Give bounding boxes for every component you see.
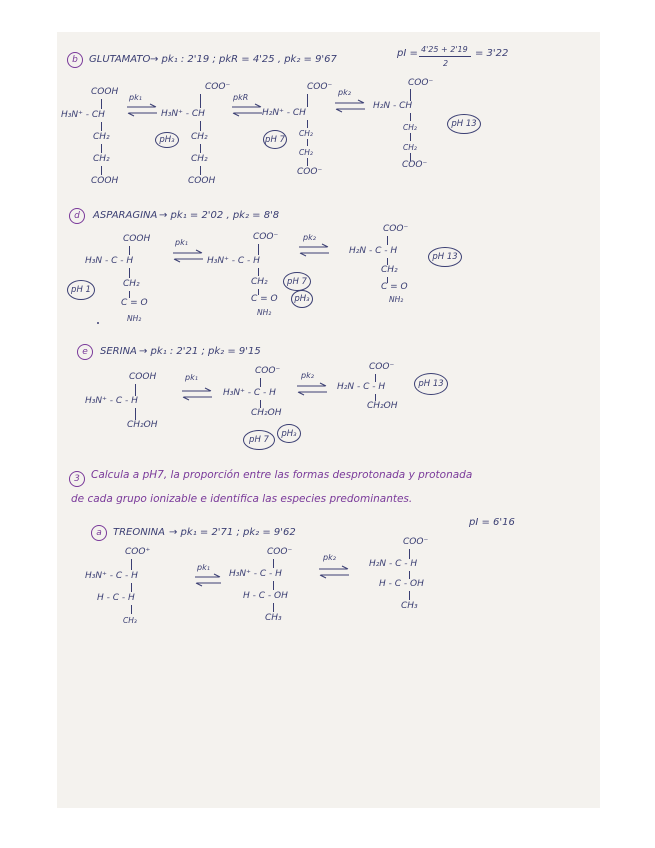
equilibrium-arrow-icon [295,383,329,395]
asn-s3-ch2: CH₂ [381,265,398,275]
bond [131,605,132,614]
equilibrium-arrow-icon [171,250,205,262]
question-number-3 [69,471,85,487]
glu-s3-ch2-b: CH₂ [299,148,313,157]
equilibrium-arrow-icon [230,104,264,116]
bond [307,120,308,128]
thr-s3-top: COO⁻ [403,537,429,547]
bond [273,581,274,590]
bond [258,244,259,255]
ph-label: pH₃ [281,428,297,439]
bond [200,121,201,131]
asn-s3-co: C = O [381,282,408,292]
glu-s4-ch2-b: CH₂ [403,143,417,152]
glu-s2-bottom: COOH [188,176,216,186]
thr-s2-bottom: CH₃ [265,613,282,623]
glu-s4-top: COO⁻ [408,78,434,88]
ph-circle [155,132,179,148]
section-letter-d [69,208,85,224]
ph-label: pH 7 [265,134,285,145]
glutamato-pi-result: = 3'22 [475,48,509,59]
glu-arrow1-label: pk₁ [129,93,142,102]
section-letter-b [67,52,83,68]
bond [135,384,136,396]
bond [307,139,308,146]
thr-s2-top: COO⁻ [267,547,293,557]
bond [129,291,130,298]
letter-text: e [82,347,88,357]
bond [387,236,388,245]
glu-s2-ch2-a: CH₂ [191,132,208,142]
asn-s1-top: COOH [123,234,151,244]
glu-s2-alpha: H₃N⁺ - CH [161,109,205,119]
serina-pk-line: → pk₁ : 2'21 ; pk₂ = 9'15 [139,346,261,357]
glu-s3-ch2-a: CH₂ [299,129,313,138]
thr-s2-alpha: H₃N⁺ - C - H [229,569,282,579]
asparagina-pk-line: → pk₁ = 2'02 , pk₂ = 8'8 [159,210,280,221]
equilibrium-arrow-icon [193,574,223,586]
ser-s3-bottom: CH₂OH [367,401,398,411]
letter-text: b [72,55,78,65]
asn-s3-nh2: NH₂ [389,295,404,304]
bond [410,113,411,121]
glu-s4-ch2-a: CH₂ [403,123,417,132]
ph-label: pH 13 [418,379,444,389]
ser-s1-top: COOH [129,372,157,382]
bond [410,89,411,101]
glu-s4-alpha: H₂N - CH [373,101,413,111]
bond [129,268,130,278]
thr-s1-top: COO⁺ [125,547,151,557]
letter-text: d [74,211,80,221]
thr-s1-alpha: H₃N⁺ - C - H [85,571,138,581]
bond [258,268,259,276]
bond [131,583,132,592]
ph-label: pH 7 [287,276,307,287]
stray-dot [97,322,99,324]
bond [200,94,201,108]
bond [135,408,136,420]
bond [101,144,102,153]
bond [409,571,410,579]
asn-arrow1-label: pk₁ [175,238,188,247]
glutamato-pi-label: pI = [397,48,418,59]
thr-s1-bottom: CH₃ [123,616,137,625]
asn-s3-alpha: H₂N - C - H [349,246,398,256]
letter-text: a [96,528,102,538]
ser-arrow1-label: pk₁ [185,373,198,382]
notebook-page [57,32,600,808]
asn-s2-alpha: H₃N⁺ - C - H [207,256,260,266]
asn-s2-ch2: CH₂ [251,277,268,287]
glu-s3-alpha: H₂N⁺ - CH [262,108,306,118]
bond [101,122,102,131]
fraction-bar [419,56,471,57]
asn-s1-alpha: H₃N - C - H [85,256,134,266]
equilibrium-arrow-icon [333,100,367,112]
bond [101,166,102,175]
ph-label: pH 1 [71,285,91,295]
glutamato-pi-numerator: 4'25 + 2'19 [421,45,468,54]
glu-s4-bottom: COO⁻ [402,160,428,170]
ph-circle [414,373,448,395]
equilibrium-arrow-icon [125,104,159,116]
thr-s3-bottom: CH₃ [401,601,418,611]
glu-s2-top: COO⁻ [205,82,231,92]
bond [260,378,261,387]
glu-s1-bottom: COOH [91,176,119,186]
glu-s1-ch2-a: CH₂ [93,132,110,142]
serina-title: SERINA [100,346,137,357]
asn-s2-nh2: NH₂ [257,308,272,317]
question-line-1: Calcula a pH7, la proporción entre las formas desprotonada y protonada [91,469,473,481]
glu-arrow2-label: pkR [233,93,249,102]
ph-circle [243,430,275,450]
equilibrium-arrow-icon [180,388,214,400]
glu-arrow3-label: pk₂ [338,88,351,97]
glu-s2-ch2-b: CH₂ [191,154,208,164]
glutamato-pk-line: → pk₁ : 2'19 ; pkR = 4'25 , pk₂ = 9'67 [150,54,337,65]
equilibrium-arrow-icon [317,566,351,578]
bond [409,549,410,559]
bond [375,394,376,401]
glu-s1-ch2-b: CH₂ [93,154,110,164]
bond [307,158,308,166]
bond [375,374,376,382]
treonina-pk-line: → pk₁ = 2'71 ; pk₂ = 9'62 [169,527,296,538]
treonina-title: TREONINA [113,527,165,538]
bond [273,559,274,568]
ph-circle [283,272,311,291]
ph-circle [447,114,481,134]
question-line-2: de cada grupo ionizable e identifica las especies predominantes. [71,493,413,505]
ph-circle [428,247,462,267]
bond [307,94,308,107]
treonina-pi: pI = 6'16 [469,517,515,528]
bond [387,258,388,265]
number-text: 3 [74,474,80,484]
thr-arrow2-label: pk₂ [323,553,336,562]
asn-s3-top: COO⁻ [383,224,409,234]
equilibrium-arrow-icon [297,244,331,256]
section-letter-a [91,525,107,541]
glutamato-pi-denominator: 2 [443,59,449,68]
ser-s1-bottom: CH₂OH [127,420,158,430]
bond [101,99,102,109]
asn-s1-nh2: NH₂ [127,314,142,323]
bond [129,246,130,255]
bond [410,133,411,141]
thr-s2-beta: H - C - OH [243,591,288,601]
ph-circle [291,290,313,308]
section-letter-e [77,344,93,360]
glutamato-title: GLUTAMATO [89,54,151,65]
asn-s1-ch2: CH₂ [123,279,140,289]
asparagina-title: ASPARAGINA [93,210,158,221]
bond [409,591,410,600]
asn-s2-co: C = O [251,294,278,304]
ser-s2-alpha: H₃N⁺ - C - H [223,388,276,398]
glu-s1-alpha: H₃N⁺ - CH [61,110,105,120]
bond [260,400,261,408]
bond [273,603,274,612]
ser-s3-alpha: H₂N - C - H [337,382,386,392]
thr-arrow1-label: pk₁ [197,563,210,572]
asn-s1-co: C = O [121,298,148,308]
ph-label: pH 13 [451,119,477,129]
ph-label: pH₃ [294,294,310,304]
bond [200,144,201,153]
glu-s3-top: COO⁻ [307,82,333,92]
glu-s3-bottom: COO⁻ [297,167,323,177]
ph-circle [277,424,301,443]
ser-s2-bottom: CH₂OH [251,408,282,418]
thr-s3-beta: H - C - OH [379,579,424,589]
ser-s2-top: COO⁻ [255,366,281,376]
thr-s1-beta: H - C - H [97,593,135,603]
ser-s1-alpha: H₃N⁺ - C - H [85,396,138,406]
ph-label: pH 7 [249,435,269,445]
bond [131,559,132,570]
ph-label: pH 13 [432,252,458,262]
ser-s3-top: COO⁻ [369,362,395,372]
ser-arrow2-label: pk₂ [301,371,314,380]
asn-s2-top: COO⁻ [253,232,279,242]
ph-circle [263,130,287,149]
ph-circle [67,280,95,300]
glu-s1-top: COOH [91,87,119,97]
ph-label: pH₃ [159,135,175,145]
asn-arrow2-label: pk₂ [303,233,316,242]
bond [200,166,201,175]
thr-s3-alpha: H₂N - C - H [369,559,418,569]
